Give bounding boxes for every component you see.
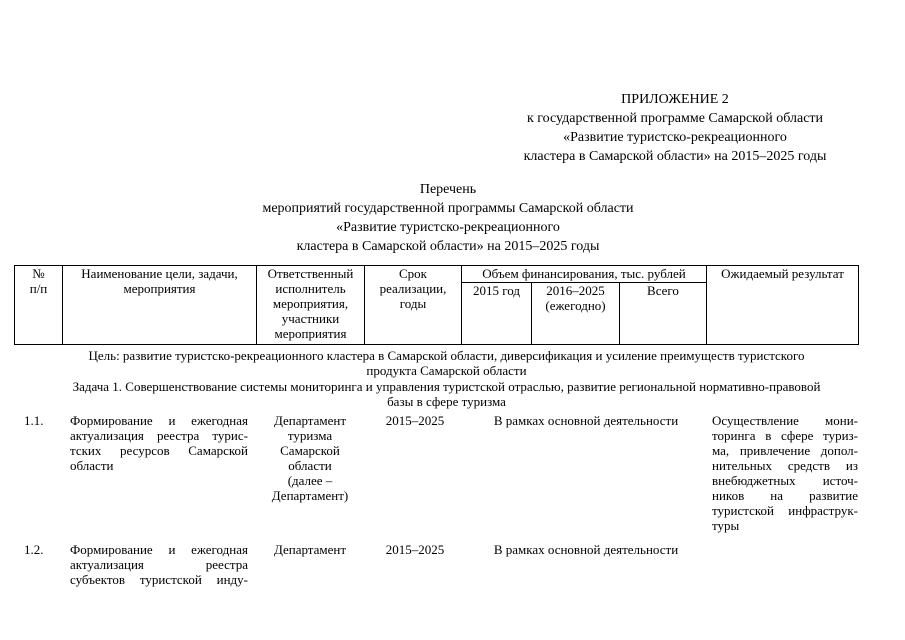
title-line: Перечень bbox=[419, 182, 477, 197]
row-name-line: Формирование и ежегодная bbox=[70, 542, 248, 557]
task-line: Задача 1. Совершенствование системы мониторинга и управления туристской отраслью, развитие региональной нормативно-правовой bbox=[72, 379, 821, 394]
header-responsible bbox=[257, 266, 365, 345]
header-text: мероприятия bbox=[274, 326, 347, 341]
document-title bbox=[210, 180, 686, 256]
row-responsible-line: Департамент bbox=[273, 413, 347, 428]
row-responsible bbox=[258, 413, 362, 503]
header-funding: Объем финансирования, тыс. рублей bbox=[462, 266, 707, 283]
title-line: кластера в Самарской области» на 2015–2025 годы bbox=[296, 239, 600, 254]
row-funding: В рамках основной деятельности bbox=[493, 542, 679, 557]
appendix-line: к государственной программе Самарской области bbox=[526, 111, 824, 126]
appendix-line: ПРИЛОЖЕНИЕ 2 bbox=[621, 92, 729, 107]
header-text: Срок bbox=[399, 266, 427, 281]
header-period bbox=[365, 266, 462, 345]
header-text: годы bbox=[399, 296, 427, 311]
row-responsible-line: Департамент) bbox=[271, 488, 349, 503]
row-name-line: тских ресурсов Самарской bbox=[70, 443, 248, 458]
header-text: мероприятия bbox=[123, 281, 196, 296]
goal-line: Цель: развитие туристско-рекреационного кластера в Самарской области, диверсификация и усиление преимуществ туристского bbox=[88, 348, 805, 363]
row-responsible-line: Самарской bbox=[280, 443, 340, 458]
row-result-line: туристской инфраструк- bbox=[712, 503, 858, 518]
row-name-line: актуализация реестра bbox=[70, 557, 248, 572]
header-funding-2016-2025 bbox=[532, 283, 620, 345]
appendix-line: кластера в Самарской области» на 2015–2025 годы bbox=[523, 149, 827, 164]
header-text: реализации, bbox=[379, 281, 447, 296]
header-result: Ожидаемый результат bbox=[707, 266, 859, 345]
header-text: Ответственный bbox=[267, 266, 354, 281]
header-text: № bbox=[32, 266, 45, 281]
row-name-line: области bbox=[70, 458, 114, 473]
header-text: исполнитель bbox=[275, 281, 346, 296]
row-number: 1.2. bbox=[24, 542, 44, 557]
row-period: 2015–2025 bbox=[385, 542, 445, 557]
row-result-line: ма, привлечение допол- bbox=[712, 443, 858, 458]
goal-line: продукта Самарской области bbox=[366, 363, 527, 378]
header-name bbox=[63, 266, 257, 345]
task-line: базы в сфере туризма bbox=[387, 394, 506, 409]
row-result bbox=[712, 413, 858, 533]
row-result-line: туры bbox=[712, 518, 740, 533]
header-text: (ежегодно) bbox=[545, 298, 606, 313]
appendix-line: «Развитие туристско-рекреационного bbox=[563, 130, 787, 145]
row-name-line: актуализация реестра турис- bbox=[70, 428, 248, 443]
row-name bbox=[70, 542, 248, 587]
row-period: 2015–2025 bbox=[385, 413, 445, 428]
title-line: «Развитие туристско-рекреационного bbox=[336, 220, 560, 235]
row-number: 1.1. bbox=[24, 413, 44, 428]
row-result-line: торинга в сфере туриз- bbox=[712, 428, 858, 443]
task-section bbox=[14, 379, 879, 409]
row-result-line: внебюджетных источ- bbox=[712, 473, 858, 488]
header-text: 2016–2025 bbox=[546, 283, 605, 298]
row-result-line: ников на развитие bbox=[712, 488, 858, 503]
header-funding-total: Всего bbox=[620, 283, 707, 345]
row-responsible-line: туризма bbox=[287, 428, 333, 443]
table-header bbox=[14, 265, 859, 345]
header-funding-2015: 2015 год bbox=[462, 283, 532, 345]
row-name bbox=[70, 413, 248, 473]
header-text: Наименование цели, задачи, bbox=[81, 266, 238, 281]
header-text: п/п bbox=[29, 281, 48, 296]
row-result-line: Осуществление мони- bbox=[712, 413, 858, 428]
row-name-line: субъектов туристской инду- bbox=[70, 572, 248, 587]
title-line: мероприятий государственной программы Самарской области bbox=[262, 201, 634, 216]
row-responsible-line: Департамент bbox=[273, 542, 347, 557]
header-text: мероприятия, bbox=[272, 296, 349, 311]
row-name-line: Формирование и ежегодная bbox=[70, 413, 248, 428]
row-responsible-line: области bbox=[288, 458, 332, 473]
goal-section bbox=[14, 348, 879, 378]
row-responsible-line: (далее – bbox=[287, 473, 333, 488]
row-result-line: нительных средств из bbox=[712, 458, 858, 473]
appendix-header bbox=[440, 90, 905, 166]
row-funding: В рамках основной деятельности bbox=[493, 413, 679, 428]
header-text: участники bbox=[281, 311, 340, 326]
row-responsible bbox=[258, 542, 362, 557]
header-num bbox=[15, 266, 63, 345]
